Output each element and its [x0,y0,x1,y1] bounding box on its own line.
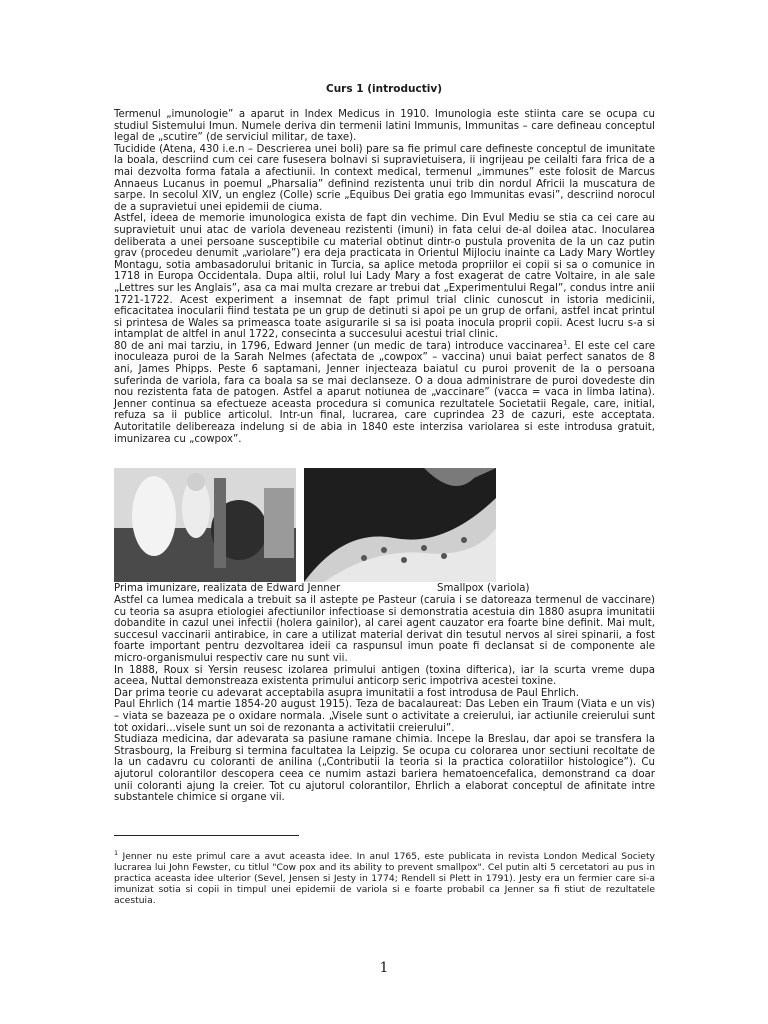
paragraph-immunology-term: Termenul „imunologie” a aparut in Index Medicus in 1910. Imunologia este stiinta care se ocupa cu studiul Sistemului Imun. Numele deriva din termenii latini Immunis, Immunitas – care defineau conceptul legal de „scutire” (de serviciul militar, de taxe). [114,109,655,144]
paragraph-thucydides: Tucidide (Atena, 430 i.e.n – Descrierea unei boli) pare sa fie primul care defineste conceptul de imunitate la boala, descriind cum cei care fusesera bolnavi si supravietuisera, ii ingrijeau pe ceilalti fara frica de a mai dezvolta forma fatala a afectiunii. In context medical, termenul „immunes” este folosit de Marcus Annaeus Lucanus in poemul „Pharsalia” definind rezistenta unui trib din nordul Africii la muscatura de sarpe. In secolul XIV, un englez (Colle) scrie „Equibus Dei gratia ego Immunitas evasi”, descriind norocul de a supravietui unei epidemii de ciuma. [114,143,655,213]
first-immunization-photo [114,468,296,582]
footnote [114,848,655,906]
paragraph-ehrlich-bio: Paul Ehrlich (14 martie 1854-20 august 1915). Teza de bacalaureat: Das Leben ein Traum (Viata e un vis) – viata se bazeaza pe o oxidare normala. „Visele sunt o activitate a creierului, iar actiunile creierului sunt tot oxidari...visele sunt un soi de rezonanta a activitatii creierului”. [114,699,655,734]
page-number: 1 [379,960,389,976]
caption-smallpox: Smallpox (variola) [437,583,530,594]
paragraph-jenner [114,338,656,445]
body-text [114,109,655,445]
figures-row [114,468,655,584]
footnote-reference[interactable]: 1 [563,338,568,347]
paragraph-ehrlich-studies: Studiaza medicina, dar adevarata sa pasiune ramane chimia. Incepe la Breslau, dar apoi se transfera la Strasbourg, la Freiburg si termina facultatea la Leipzig. Se ocupa cu colorarea unor sectiuni recoltate de la un cadavru cu coloranti de anilina („Contributii la teoria si la practica coloratiilor histologice”). Cu ajutorul colorantilor descopera ceea ce numim astazi bariera hematoencefalica, demonstrand ca doar unii coloranti ajung la creier. Tot cu ajutorul colorantilor, Ehrlich a elaborat conceptul de afinitate intre substantele chimice si organe vii. [114,734,655,804]
footnote-divider [114,835,299,836]
jenner-text-after: . El este cel care inoculeaza puroi de la Sarah Nelmes (afectata de „cowpox” – vaccina) unui baiat perfect sanatos de 8 ani, James Phipps. Peste 6 saptamani, Jenner injecteaza baiatul cu puroi provenit de la o persoana suferinda de variola, fara ca boala sa se mai declanseze. O a doua administrare de puroi dovedeste din nou rezistenta fata de patogen. Astfel a aparut notiunea de „vaccinare” (vacca = vaca in limba latina). Jenner continua sa efectueze aceasta procedura si comunica rezultatele Societatii Regale, care, initial, refuza sa ii publice articolul. Intr-un final, lucrarea, care cuprindea 23 de cazuri, este acceptata. Autoritatile delibereaza indelung si de abia in 1840 este interzisa variolarea si este introdusa gratuit, imunizarea cu „cowpox”. [114,340,656,445]
paragraph-ehrlich-intro: Dar prima teorie cu adevarat acceptabila asupra imunitatii a fost introdusa de Paul Ehrlich. [114,687,579,699]
footnote-mark: 1 [114,848,119,857]
engraving-illustration [114,468,296,582]
caption-first-immunization: Prima imunizare, realizata de Edward Jenner [114,583,341,594]
smallpox-illustration [304,468,496,582]
body-text-continued [114,595,655,804]
jenner-text-before: 80 de ani mai tarziu, in 1796, Edward Jenner (un medic de tara) introduce vaccinarea [114,340,564,352]
smallpox-photo [304,468,496,582]
paragraph-pasteur: Astfel ca lumea medicala a trebuit sa il astepte pe Pasteur (caruia i se datoreaza termenul de vaccinare) cu teoria sa asupra etiologiei afectiunilor infectioase si demonstratia acestuia din 1880 asupra imunitatii dobandite in cazul unei infectii (holera gainilor), al carei agent cauzator era foarte bine definit. Mai mult, succesul vaccinarii antirabice, in care a utilizat material derivat din tesutul nervos al sirei spinarii, a fost foarte important pentru dezvoltarea ideii ca raspunsul imun poate fi declansat si de componente ale micro-organismului respectiv care nu sunt vii. [114,595,655,664]
paragraph-variolation: Astfel, ideea de memorie imunologica exista de fapt din vechime. Din Evul Mediu se stia ca cei care au supravietuit unui atac de variola deveneau rezistenti (imuni) in fata celui de-al doilea atac. Inocularea deliberata a unei persoane susceptibile cu material obtinut dintr-o pustula provenita de la un caz putin grav (procedeu denumit „variolare”) era deja practicata in Orientul Mijlociu inainte ca Lady Mary Wortley Montagu, sotia ambasadorului britanic in Turcia, sa aplice metoda propriilor ei copii si sa o comunice in 1718 in Europa Occidentala. Dupa altii, rolul lui Lady Mary a fost exagerat de catre Voltaire, in ale sale „Lettres sur les Anglais”, asa ca mai multa crezare ar trebui dat „Experimentului Regal”, condus intre anii 1721-1722. Acest experiment a insemnat de fapt primul trial clinic cunoscut in istoria medicinii, eficacitatea inocularii fiind testata pe un grup de detinuti si apoi pe un grup de orfani, astfel incat printul si printesa de Wales sa primeasca toate asigurarile si sa isi poata inocula proprii copii. Acest lucru s-a si intamplat de altfel in anul 1722, consecinta a succesului acestui trial clinic. [114,213,655,341]
footnote-text: Jenner nu este primul care a avut aceasta idee. In anul 1765, este publicata in revista London Medical Society lucrarea lui John Fewster, cu titlul "Cow pox and its ability to prevent smallpox". Cel putin alti 5 cercetatori au pus in practica aceasta idee ulterior (Sevel, Jensen si Jesty in 1774; Rendell si Plett in 1791). Jesty era un fermier care si-a imunizat sotia si copii in timpul unei epidemii de variola si e foarte probabil ca Jenner sa fi stiut de rezultatele acestuia. [114,851,655,906]
paragraph-roux-yersin: In 1888, Roux si Yersin reusesc izolarea primului antigen (toxina difterica), iar la scurta vreme dupa aceea, Nuttal demonstreaza existenta primului anticorp seric impotriva acestei toxine. [114,664,655,688]
page-title: Curs 1 (introductiv) [326,83,442,95]
